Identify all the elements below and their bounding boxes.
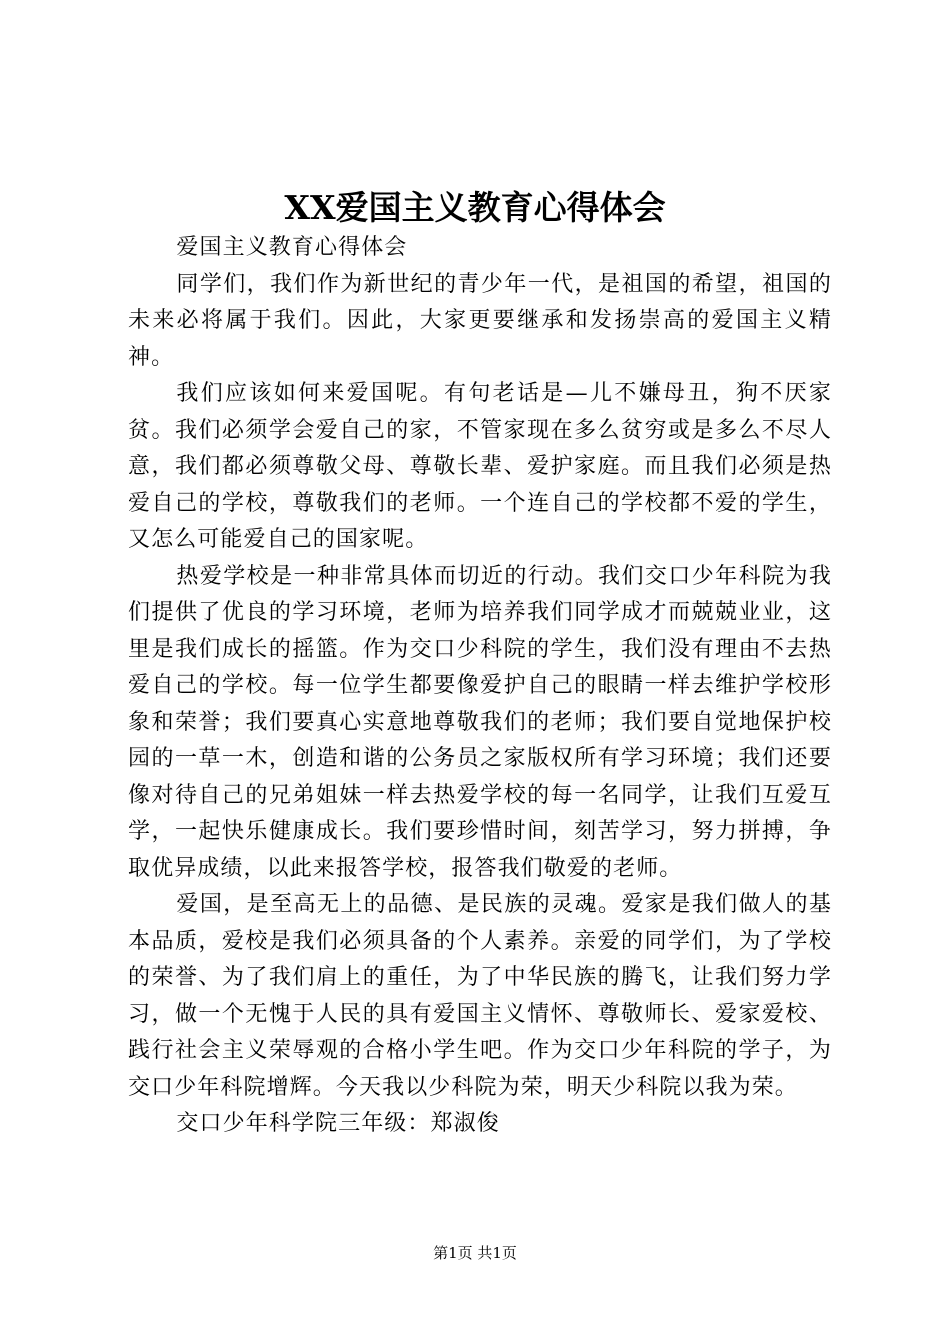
document-body: [128, 230, 832, 1143]
paragraph: 爱国，是至高无上的品德、是民族的灵魂。爱家是我们做人的基本品质，爱校是我们必须具备的个人素养。亲爱的同学们，为了学校的荣誉、为了我们肩上的重任，为了中华民族的腾飞，让我们努力学习，做一个无愧于人民的具有爱国主义情怀、尊敬师长、爱家爱校、践行社会主义荣辱观的合格小学生吧。作为交口少年科院的学子，为交口少年科院增辉。今天我以少科院为荣，明天少科院以我为荣。: [128, 892, 832, 1100]
document-title: XX爱国主义教育心得体会: [284, 188, 666, 227]
subtitle-paragraph: 爱国主义教育心得体会: [176, 235, 408, 260]
page-number-footer: 第1页 共1页: [433, 1244, 517, 1262]
signature-line: 交口少年科学院三年级：郑淑俊: [176, 1111, 500, 1136]
paragraph: 我们应该如何来爱国呢。有句老话是—儿不嫌母丑，狗不厌家贫。我们必须学会爱自己的家，不管家现在多么贫穷或是多么不尽人意，我们都必须尊敬父母、尊敬长辈、爱护家庭。而且我们必须是热爱自己的学校，尊敬我们的老师。一个连自己的学校都不爱的学生，又怎么可能爱自己的国家呢。: [128, 381, 832, 552]
paragraph: 同学们，我们作为新世纪的青少年一代，是祖国的希望，祖国的未来必将属于我们。因此，大家更要继承和发扬崇高的爱国主义精神。: [128, 271, 832, 370]
paragraph: 热爱学校是一种非常具体而切近的行动。我们交口少年科院为我们提供了优良的学习环境，老师为培养我们同学成才而兢兢业业，这里是我们成长的摇篮。作为交口少科院的学生，我们没有理由不去热爱自己的学校。每一位学生都要像爱护自己的眼睛一样去维护学校形象和荣誉；我们要真心实意地尊敬我们的老师；我们要自觉地保护校园的一草一木，创造和谐的公务员之家版权所有学习环境；我们还要像对待自己的兄弟姐妹一样去热爱学校的每一名同学，让我们互爱互学，一起快乐健康成长。我们要珍惜时间，刻苦学习，努力拼搏，争取优异成绩，以此来报答学校，报答我们敬爱的老师。: [128, 563, 832, 881]
